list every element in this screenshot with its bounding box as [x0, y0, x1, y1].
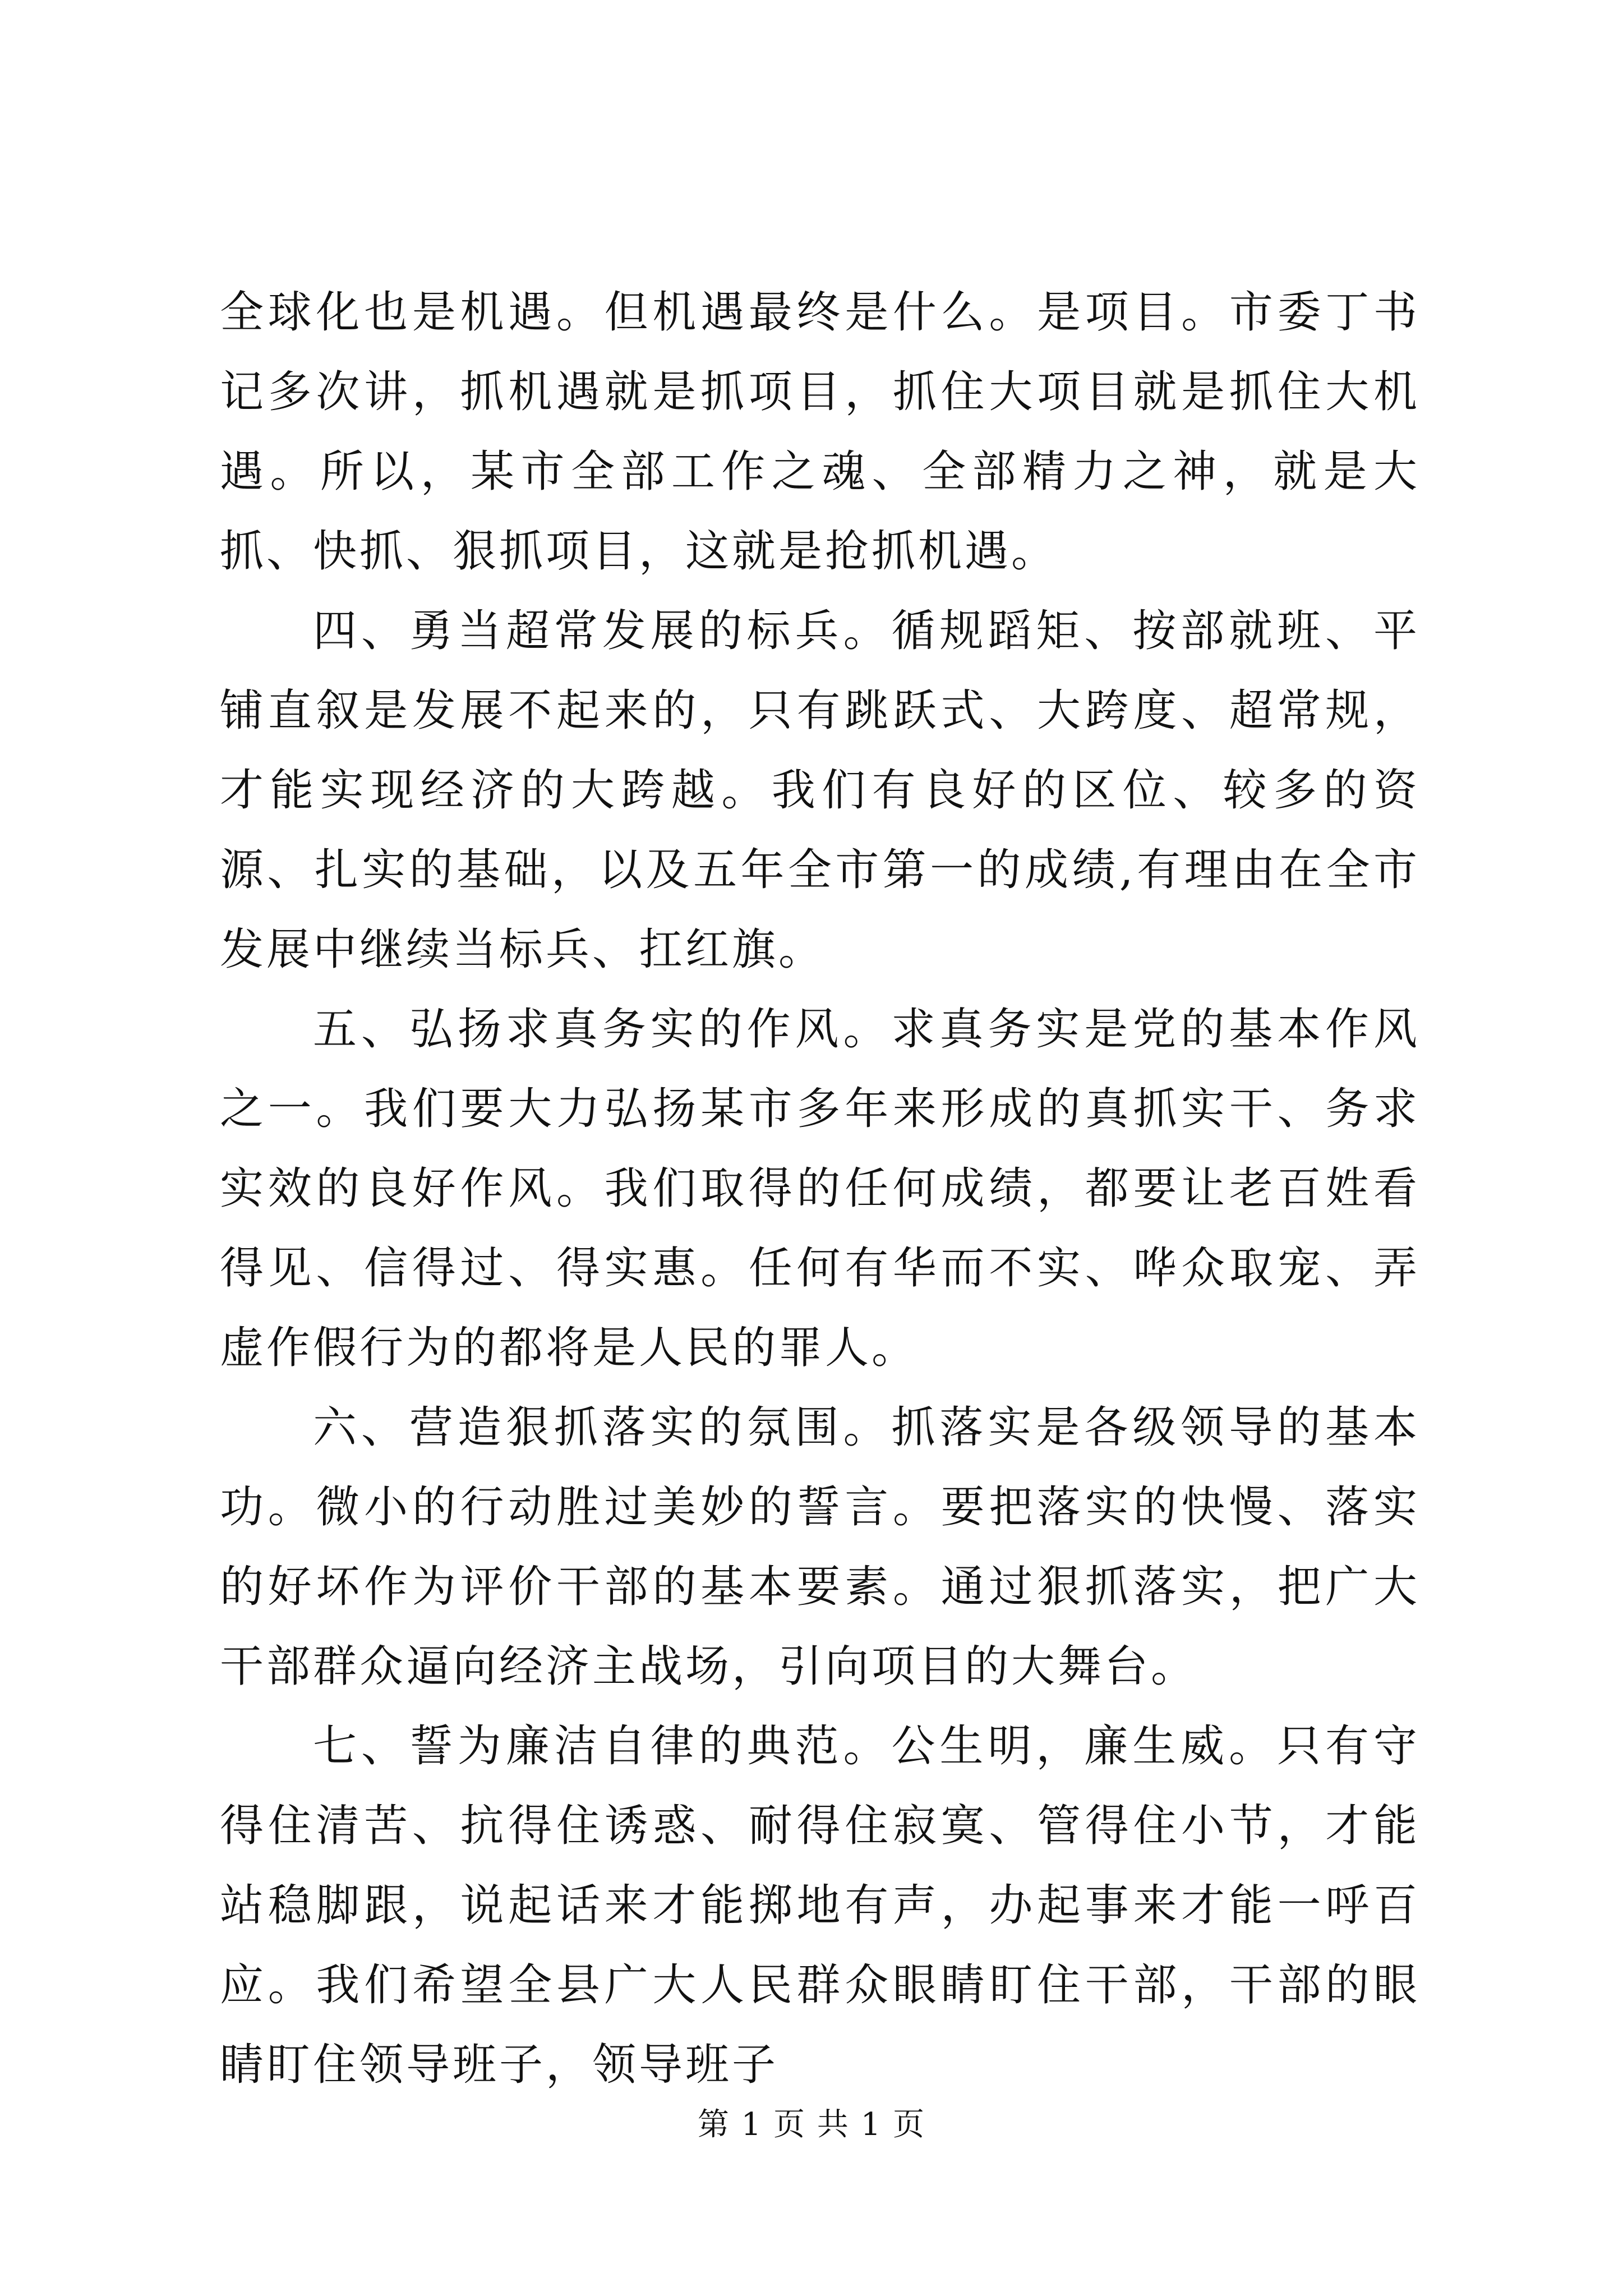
document-body — [220, 273, 1420, 2105]
paragraph-4: 六、营造狠抓落实的氛围。抓落实是各级领导的基本功。微小的行动胜过美妙的誓言。要把落实的快慢、落实的好坏作为评价干部的基本要素。通过狠抓落实，把广大干部群众逼向经济主战场，引向项目的大舞台。 — [220, 1402, 1420, 1692]
paragraph-3: 五、弘扬求真务实的作风。求真务实是党的基本作风之一。我们要大力弘扬某市多年来形成的真抓实干、务求实效的良好作风。我们取得的任何成绩，都要让老百姓看得见、信得过、得实惠。任何有华而不实、哗众取宠、弄虚作假行为的都将是人民的罪人。 — [220, 1004, 1420, 1373]
paragraph-5: 七、誓为廉洁自律的典范。公生明，廉生威。只有守得住清苦、抗得住诱惑、耐得住寂寞、管得住小节，才能站稳脚跟，说起话来才能掷地有声，办起事来才能一呼百应。我们希望全县广大人民群众眼睛盯住干部，干部的眼睛盯住领导班子，领导班子 — [220, 1721, 1420, 2090]
paragraph-1: 全球化也是机遇。但机遇最终是什么。是项目。市委丁书记多次讲，抓机遇就是抓项目，抓住大项目就是抓住大机遇。所以，某市全部工作之魂、全部精力之神，就是大抓、快抓、狠抓项目，这就是抢抓机遇。 — [220, 287, 1420, 577]
paragraph-2: 四、勇当超常发展的标兵。循规蹈矩、按部就班、平铺直叙是发展不起来的，只有跳跃式、大跨度、超常规，才能实现经济的大跨越。我们有良好的区位、较多的资源、扎实的基础，以及五年全市第一的成绩,有理由在全市发展中继续当标兵、扛红旗。 — [220, 606, 1420, 975]
page-number-footer: 第 1 页 共 1 页 — [697, 2106, 926, 2143]
